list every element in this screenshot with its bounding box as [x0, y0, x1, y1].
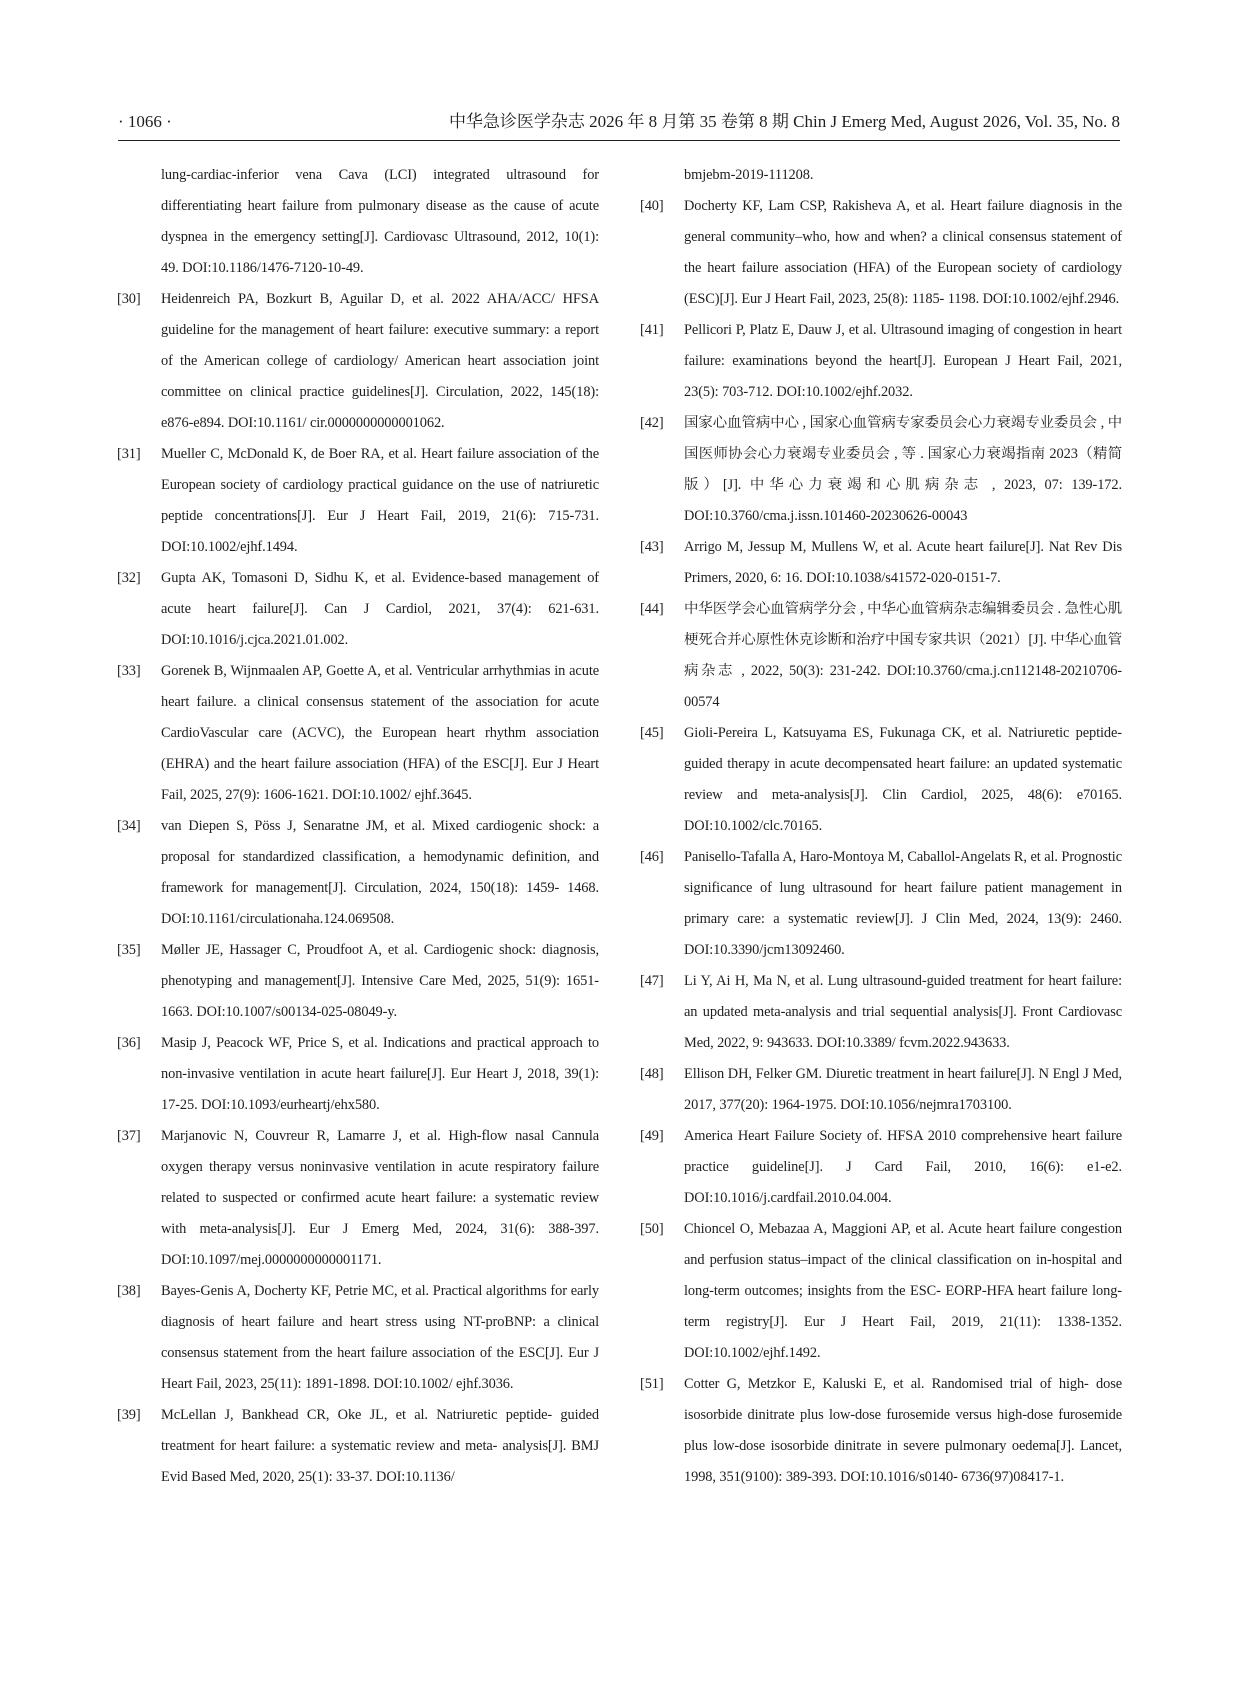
reference-text: Gorenek B, Wijnmaalen AP, Goette A, et al. Ventricular arrhythmias in acute heart failure. a clinical consensus statement of the association for acute CardioVascular care (ACVC), the European heart rhythm association (EHRA) and the heart failure association (HFA) of the ESC[J]. Eur J Heart Fail, 2025, 27(9): 1606-1621. DOI:10.1002/ ejhf.3645. [161, 663, 599, 803]
reference-entry [640, 594, 1122, 718]
reference-entry [117, 935, 599, 1028]
reference-entry [640, 315, 1122, 408]
reference-number: [49] [640, 1128, 664, 1144]
reference-number: [50] [640, 1221, 664, 1237]
reference-text: Møller JE, Hassager C, Proudfoot A, et al. Cardiogenic shock: diagnosis, phenotyping and management[J]. Intensive Care Med, 2025, 51(9): 1651-1663. DOI:10.1007/s00134-025-08049-y. [161, 942, 599, 1020]
reference-number: [37] [117, 1128, 141, 1144]
page-number: · 1066 · [118, 112, 172, 131]
reference-text: Mueller C, McDonald K, de Boer RA, et al. Heart failure association of the European society of cardiology practical guidance on the use of natriuretic peptide concentrations[J]. Eur J Heart Fail, 2019, 21(6): 715-731. DOI:10.1002/ejhf.1494. [161, 446, 599, 555]
reference-entry [640, 1369, 1122, 1493]
references-right-column [640, 160, 1122, 1493]
reference-entry [640, 408, 1122, 532]
reference-entry [117, 284, 599, 439]
reference-entry [640, 160, 1122, 191]
reference-entry [117, 656, 599, 811]
reference-text: 国家心血管病中心 , 国家心血管病专家委员会心力衰竭专业委员会 , 中国医师协会心力衰竭专业委员会 , 等 . 国家心力衰竭指南 2023（精简版）[J]. 中华心力衰竭和心肌病杂志 , 2023, 07: 139-172. DOI:10.3760/cma.j.issn.101460-20230626-00043 [684, 415, 1122, 524]
reference-number: [46] [640, 849, 664, 865]
reference-entry [640, 842, 1122, 966]
reference-number: [32] [117, 570, 141, 586]
reference-number: [42] [640, 415, 664, 431]
reference-entry [117, 1400, 599, 1493]
reference-entry [640, 966, 1122, 1059]
reference-text: Gupta AK, Tomasoni D, Sidhu K, et al. Evidence-based management of acute heart failure[J]. Can J Cardiol, 2021, 37(4): 621-631. DOI:10.1016/j.cjca.2021.01.002. [161, 570, 599, 648]
reference-entry [640, 1121, 1122, 1214]
reference-entry [640, 1059, 1122, 1121]
reference-text: van Diepen S, Pöss J, Senaratne JM, et al. Mixed cardiogenic shock: a proposal for standardized classification, a hemodynamic definition, and framework for management[J]. Circulation, 2024, 150(18): 1459- 1468. DOI:10.1161/circulationaha.124.069508. [161, 818, 599, 927]
reference-number: [48] [640, 1066, 664, 1082]
reference-number: [45] [640, 725, 664, 741]
reference-number: [36] [117, 1035, 141, 1051]
reference-text: Li Y, Ai H, Ma N, et al. Lung ultrasound-guided treatment for heart failure: an updated meta-analysis and trial sequential analysis[J]. Front Cardiovasc Med, 2022, 9: 943633. DOI:10.3389/ fcvm.2022.943633. [684, 973, 1122, 1051]
reference-text: Ellison DH, Felker GM. Diuretic treatment in heart failure[J]. N Engl J Med, 2017, 377(20): 1964-1975. DOI:10.1056/nejmra1703100. [684, 1066, 1122, 1113]
reference-number: [33] [117, 663, 141, 679]
reference-number: [47] [640, 973, 664, 989]
reference-text: Heidenreich PA, Bozkurt B, Aguilar D, et al. 2022 AHA/ACC/ HFSA guideline for the management of heart failure: executive summary: a report of the American college of cardiology/ American heart association joint committee on clinical practice guidelines[J]. Circulation, 2022, 145(18): e876-e894. DOI:10.1161/ cir.0000000000001062. [161, 291, 599, 431]
reference-number: [35] [117, 942, 141, 958]
reference-number: [34] [117, 818, 141, 834]
reference-text: Masip J, Peacock WF, Price S, et al. Indications and practical approach to non-invasive ventilation in acute heart failure[J]. Eur Heart J, 2018, 39(1): 17-25. DOI:10.1093/eurheartj/ehx580. [161, 1035, 599, 1113]
reference-text: Docherty KF, Lam CSP, Rakisheva A, et al. Heart failure diagnosis in the general community–who, how and when? a clinical consensus statement of the heart failure association (HFA) of the European society of cardiology (ESC)[J]. Eur J Heart Fail, 2023, 25(8): 1185- 1198. DOI:10.1002/ejhf.2946. [684, 198, 1122, 307]
reference-text: McLellan J, Bankhead CR, Oke JL, et al. Natriuretic peptide- guided treatment for heart failure: a systematic review and meta- analysis[J]. BMJ Evid Based Med, 2020, 25(1): 33-37. DOI:10.1136/ [161, 1407, 599, 1485]
reference-text: Cotter G, Metzkor E, Kaluski E, et al. Randomised trial of high- dose isosorbide dinitrate plus low-dose furosemide versus high-dose furosemide plus low-dose isosorbide dinitrate in severe pulmonary oedema[J]. Lancet, 1998, 351(9100): 389-393. DOI:10.1016/s0140- 6736(97)08417-1. [684, 1376, 1122, 1485]
reference-number: [41] [640, 322, 664, 338]
reference-entry [117, 160, 599, 284]
running-head: 中华急诊医学杂志 2026 年 8 月第 35 卷第 8 期 Chin J Emerg Med, August 2026, Vol. 35, No. 8 [448, 112, 1120, 131]
page-header [118, 110, 1120, 141]
reference-number: [30] [117, 291, 141, 307]
reference-text: Arrigo M, Jessup M, Mullens W, et al. Acute heart failure[J]. Nat Rev Dis Primers, 2020, 6: 16. DOI:10.1038/s41572-020-0151-7. [684, 539, 1122, 586]
reference-number: [40] [640, 198, 664, 214]
reference-text: lung-cardiac-inferior vena Cava (LCI) integrated ultrasound for differentiating heart failure from pulmonary disease as the cause of acute dyspnea in the emergency setting[J]. Cardiovasc Ultrasound, 2012, 10(1): 49. DOI:10.1186/1476-7120-10-49. [161, 167, 599, 276]
reference-number: [44] [640, 601, 664, 617]
reference-entry [117, 1276, 599, 1400]
reference-text: Pellicori P, Platz E, Dauw J, et al. Ultrasound imaging of congestion in heart failure: examinations beyond the heart[J]. European J Heart Fail, 2021, 23(5): 703-712. DOI:10.1002/ejhf.2032. [684, 322, 1122, 400]
reference-entry [117, 1028, 599, 1121]
reference-entry [640, 718, 1122, 842]
reference-entry [117, 439, 599, 563]
reference-entry [640, 1214, 1122, 1369]
reference-entry [640, 191, 1122, 315]
reference-text: bmjebm-2019-111208. [684, 167, 814, 183]
reference-text: America Heart Failure Society of. HFSA 2010 comprehensive heart failure practice guideline[J]. J Card Fail, 2010, 16(6): e1-e2. DOI:10.1016/j.cardfail.2010.04.004. [684, 1128, 1122, 1206]
reference-text: Marjanovic N, Couvreur R, Lamarre J, et al. High-flow nasal Cannula oxygen therapy versus noninvasive ventilation in acute respiratory failure related to suspected or confirmed acute heart failure: a systematic review with meta-analysis[J]. Eur J Emerg Med, 2024, 31(6): 388-397. DOI:10.1097/mej.0000000000001171. [161, 1128, 599, 1268]
reference-entry [117, 811, 599, 935]
reference-number: [39] [117, 1407, 141, 1423]
references-left-column [117, 160, 599, 1493]
reference-entry [640, 532, 1122, 594]
reference-text: Panisello-Tafalla A, Haro-Montoya M, Caballol-Angelats R, et al. Prognostic significance of lung ultrasound for heart failure patient management in primary care: a systematic review[J]. J Clin Med, 2024, 13(9): 2460. DOI:10.3390/jcm13092460. [684, 849, 1122, 958]
reference-text: Bayes-Genis A, Docherty KF, Petrie MC, et al. Practical algorithms for early diagnosis of heart failure and heart stress using NT-proBNP: a clinical consensus statement from the heart failure association of the ESC[J]. Eur J Heart Fail, 2023, 25(11): 1891-1898. DOI:10.1002/ ejhf.3036. [161, 1283, 599, 1392]
reference-entry [117, 1121, 599, 1276]
reference-entry [117, 563, 599, 656]
reference-text: Chioncel O, Mebazaa A, Maggioni AP, et al. Acute heart failure congestion and perfusion status–impact of the clinical classification on in-hospital and long-term outcomes; insights from the ESC- EORP-HFA heart failure long-term registry[J]. Eur J Heart Fail, 2019, 21(11): 1338-1352. DOI:10.1002/ejhf.1492. [684, 1221, 1122, 1361]
reference-number: [31] [117, 446, 141, 462]
reference-number: [38] [117, 1283, 141, 1299]
reference-number: [43] [640, 539, 664, 555]
reference-number: [51] [640, 1376, 664, 1392]
reference-text: 中华医学会心血管病学分会 , 中华心血管病杂志编辑委员会 . 急性心肌梗死合并心原性休克诊断和治疗中国专家共识（2021）[J]. 中华心血管病杂志 , 2022, 50(3): 231-242. DOI:10.3760/cma.j.cn112148-20210706-00574 [684, 601, 1122, 710]
reference-text: Gioli-Pereira L, Katsuyama ES, Fukunaga CK, et al. Natriuretic peptide-guided therapy in acute decompensated heart failure: an updated systematic review and meta-analysis[J]. Clin Cardiol, 2025, 48(6): e70165. DOI:10.1002/clc.70165. [684, 725, 1122, 834]
